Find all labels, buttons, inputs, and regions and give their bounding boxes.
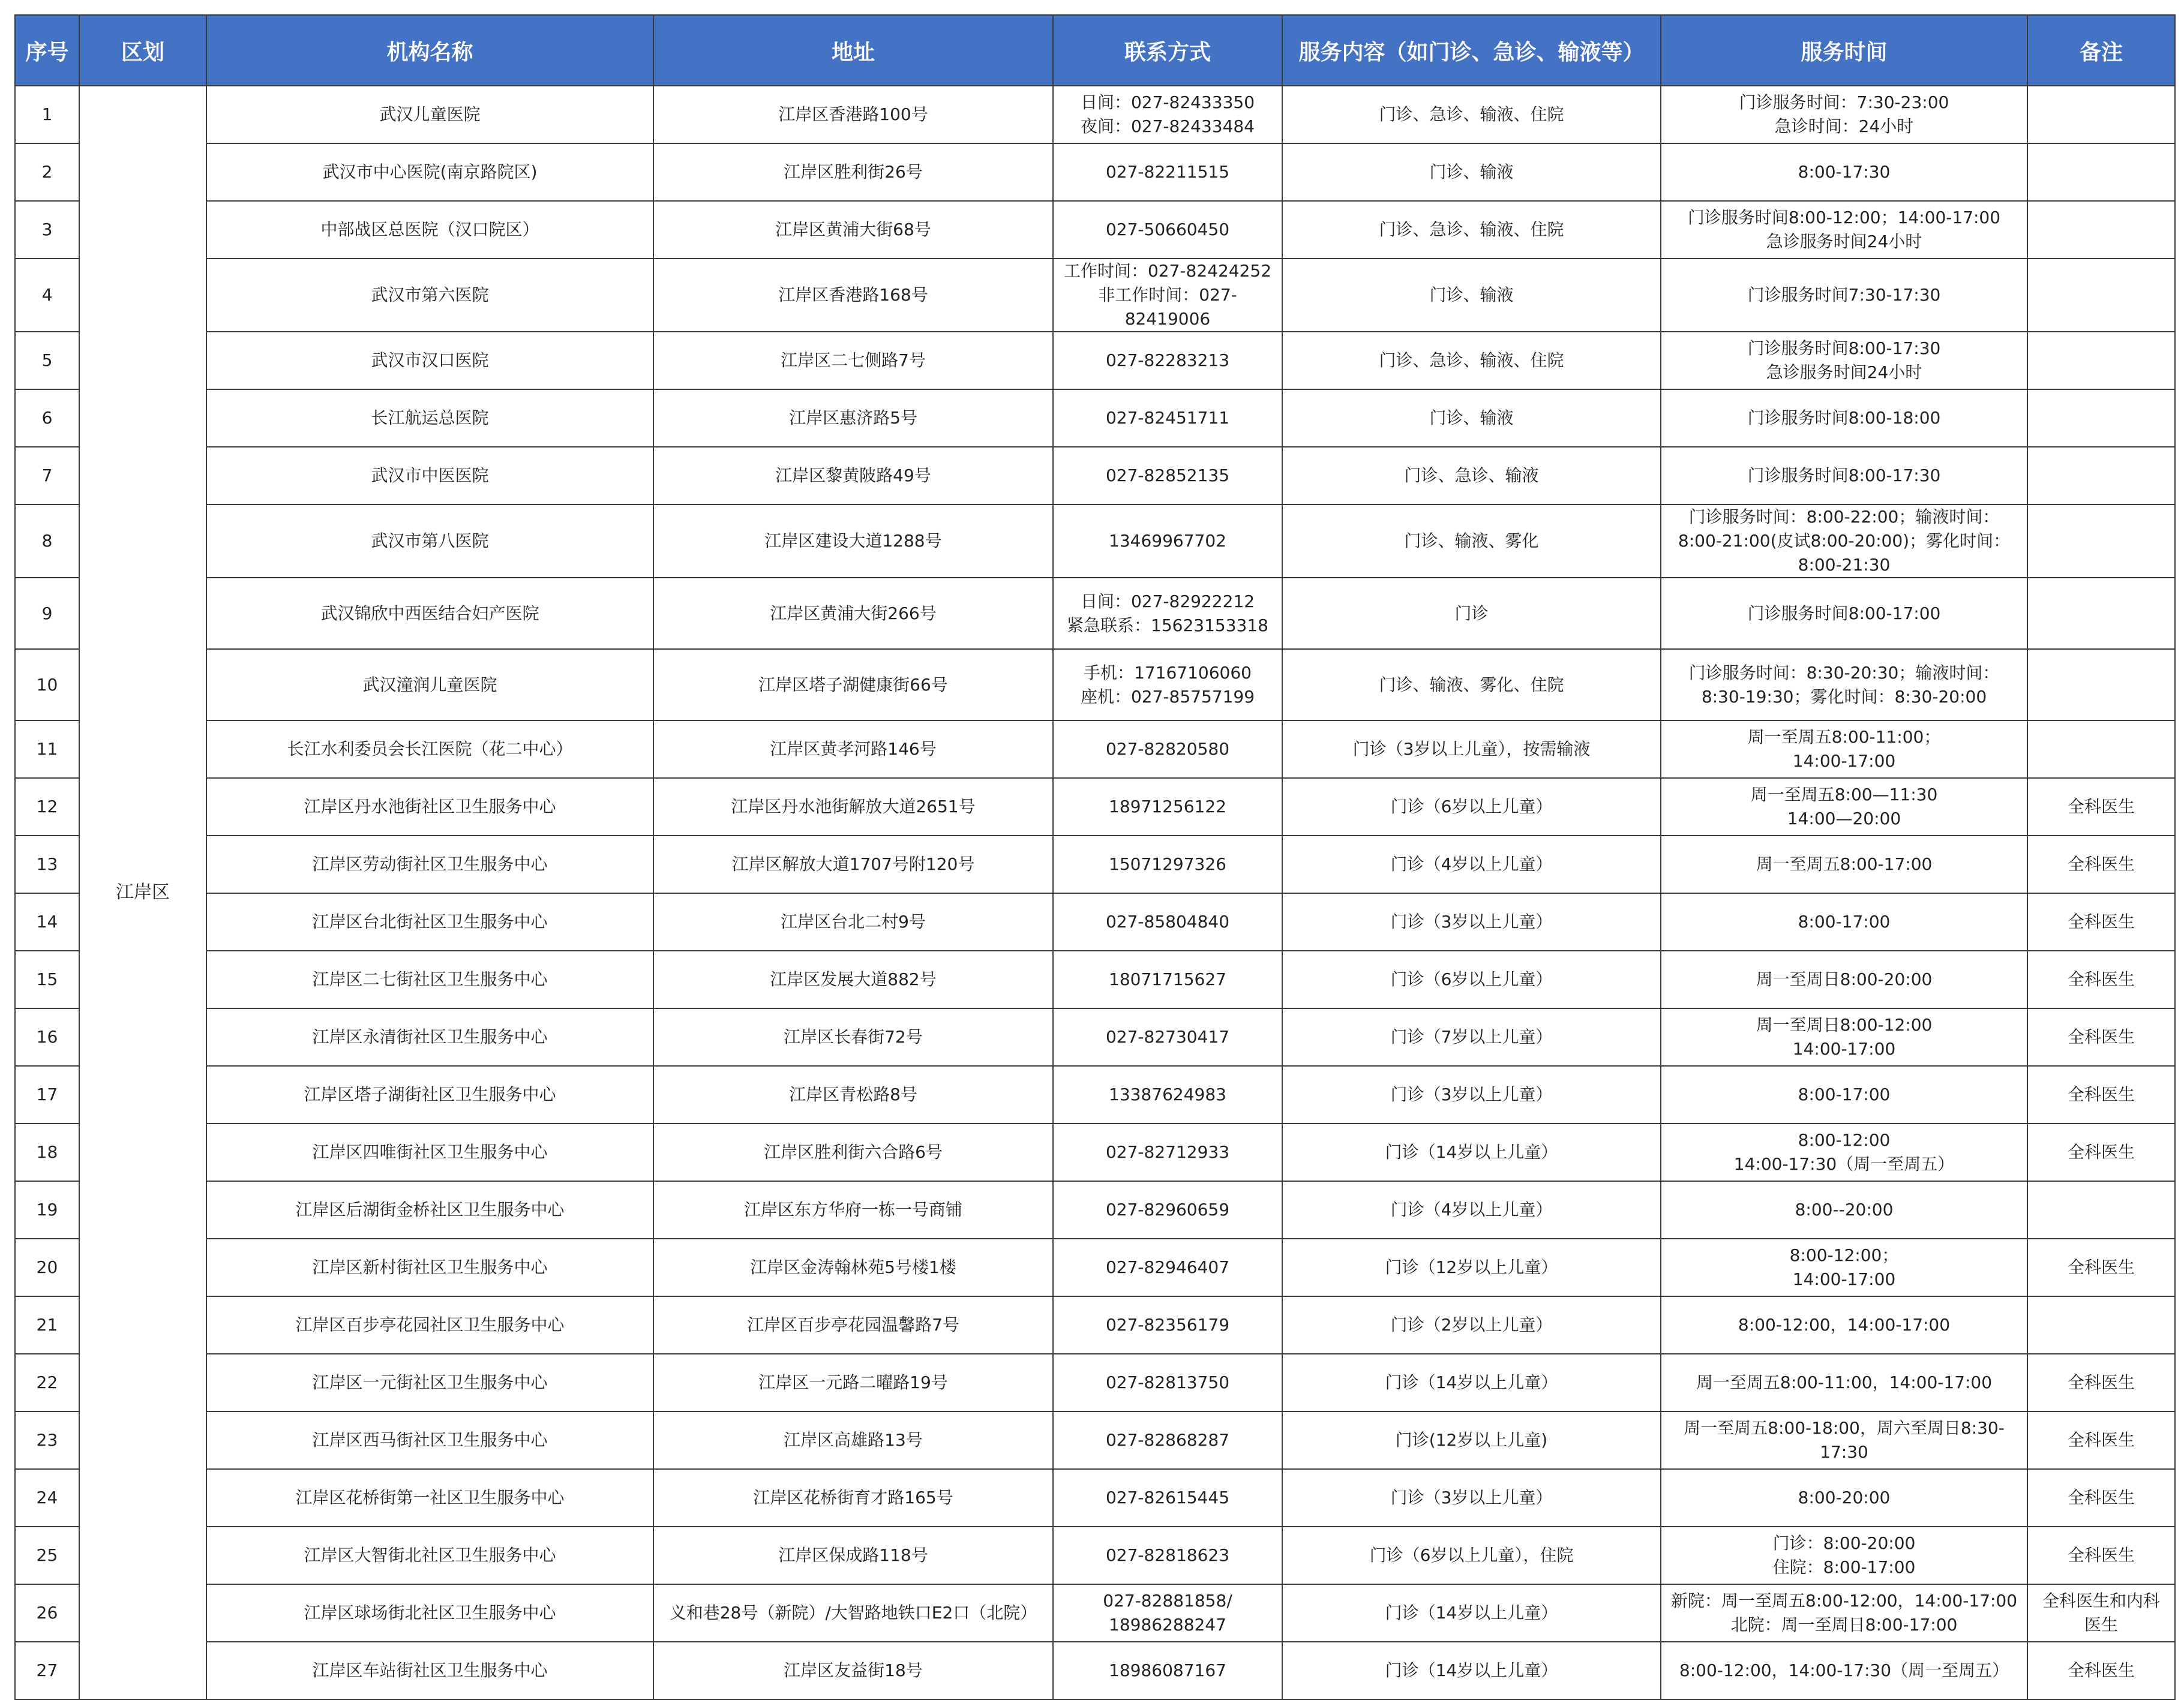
cell-note: [2027, 504, 2175, 578]
table-row: [15, 504, 2175, 578]
clinic-table-wrapper: [14, 14, 2174, 1700]
cell-no: 23: [15, 1411, 79, 1469]
cell-contact: 027-82960659: [1053, 1181, 1282, 1239]
cell-hours: 周一至周五8:00-17:00: [1661, 836, 2027, 893]
cell-service: 门诊、急诊、输液、住院: [1282, 332, 1661, 389]
table-row: [15, 1527, 2175, 1584]
cell-service: 门诊、输液: [1282, 389, 1661, 447]
table-row: [15, 1066, 2175, 1124]
cell-hours: 新院：周一至周五8:00-12:00，14:00-17:00 北院：周一至周日8:00-17:00: [1661, 1584, 2027, 1642]
cell-hours: 8:00--20:00: [1661, 1181, 2027, 1239]
cell-service: 门诊（14岁以上儿童）: [1282, 1124, 1661, 1181]
table-row: [15, 836, 2175, 893]
cell-contact: 日间：027-82922212 紧急联系：15623153318: [1053, 578, 1282, 649]
cell-name: 江岸区台北街社区卫生服务中心: [206, 893, 653, 951]
cell-address: 江岸区香港路100号: [653, 86, 1053, 143]
table-body: [15, 86, 2175, 1699]
cell-no: 6: [15, 389, 79, 447]
cell-note: [2027, 720, 2175, 778]
cell-service: 门诊（3岁以上儿童）: [1282, 1066, 1661, 1124]
cell-hours: 周一至周日8:00-20:00: [1661, 951, 2027, 1008]
column-header-note: 备注: [2027, 15, 2175, 86]
cell-no: 20: [15, 1239, 79, 1296]
cell-hours: 8:00-12:00 14:00-17:30（周一至周五）: [1661, 1124, 2027, 1181]
cell-address: 江岸区香港路168号: [653, 259, 1053, 332]
cell-hours: 门诊服务时间8:00-18:00: [1661, 389, 2027, 447]
cell-no: 18: [15, 1124, 79, 1181]
cell-hours: 周一至周五8:00-11:00； 14:00-17:00: [1661, 720, 2027, 778]
column-header-no: 序号: [15, 15, 79, 86]
table-row: [15, 649, 2175, 720]
cell-hours: 8:00-12:00； 14:00-17:00: [1661, 1239, 2027, 1296]
cell-address: 江岸区惠济路5号: [653, 389, 1053, 447]
table-row: [15, 1124, 2175, 1181]
table-row: [15, 143, 2175, 201]
cell-hours: 门诊服务时间：8:30-20:30；输液时间： 8:30-19:30；雾化时间：8:30-20:00: [1661, 649, 2027, 720]
cell-contact: 18986087167: [1053, 1642, 1282, 1699]
cell-address: 江岸区黎黄陂路49号: [653, 447, 1053, 504]
cell-no: 19: [15, 1181, 79, 1239]
table-row: [15, 201, 2175, 259]
cell-district: 江岸区: [79, 86, 206, 1699]
cell-note: [2027, 201, 2175, 259]
cell-service: 门诊、急诊、输液、住院: [1282, 86, 1661, 143]
cell-no: 2: [15, 143, 79, 201]
cell-name: 武汉潼润儿童医院: [206, 649, 653, 720]
cell-contact: 13387624983: [1053, 1066, 1282, 1124]
cell-no: 12: [15, 778, 79, 836]
cell-no: 8: [15, 504, 79, 578]
cell-note: 全科医生: [2027, 1008, 2175, 1066]
cell-address: 江岸区黄孝河路146号: [653, 720, 1053, 778]
cell-address: 江岸区胜利街26号: [653, 143, 1053, 201]
cell-address: 江岸区青松路8号: [653, 1066, 1053, 1124]
cell-hours: 8:00-12:00，14:00-17:00: [1661, 1296, 2027, 1354]
cell-name: 江岸区新村街社区卫生服务中心: [206, 1239, 653, 1296]
cell-name: 江岸区塔子湖街社区卫生服务中心: [206, 1066, 653, 1124]
cell-note: 全科医生: [2027, 1469, 2175, 1527]
cell-hours: 门诊服务时间8:00-17:30: [1661, 447, 2027, 504]
cell-name: 江岸区车站街社区卫生服务中心: [206, 1642, 653, 1699]
cell-no: 15: [15, 951, 79, 1008]
cell-contact: 13469967702: [1053, 504, 1282, 578]
cell-contact: 027-82356179: [1053, 1296, 1282, 1354]
cell-name: 江岸区一元街社区卫生服务中心: [206, 1354, 653, 1411]
cell-service: 门诊、输液、雾化、住院: [1282, 649, 1661, 720]
cell-contact: 027-82818623: [1053, 1527, 1282, 1584]
cell-contact: 027-82813750: [1053, 1354, 1282, 1411]
cell-hours: 周一至周五8:00-18:00，周六至周日8:30-17:30: [1661, 1411, 2027, 1469]
cell-address: 江岸区建设大道1288号: [653, 504, 1053, 578]
cell-service: 门诊（3岁以上儿童）: [1282, 1469, 1661, 1527]
cell-note: 全科医生: [2027, 951, 2175, 1008]
cell-note: [2027, 447, 2175, 504]
cell-no: 27: [15, 1642, 79, 1699]
cell-no: 22: [15, 1354, 79, 1411]
cell-contact: 027-82730417: [1053, 1008, 1282, 1066]
cell-address: 义和巷28号（新院）/大智路地铁口E2口（北院）: [653, 1584, 1053, 1642]
table-row: [15, 1469, 2175, 1527]
cell-hours: 8:00-12:00，14:00-17:30（周一至周五）: [1661, 1642, 2027, 1699]
cell-contact: 027-82615445: [1053, 1469, 1282, 1527]
cell-hours: 门诊服务时间：7:30-23:00 急诊时间：24小时: [1661, 86, 2027, 143]
cell-service: 门诊（4岁以上儿童）: [1282, 836, 1661, 893]
cell-note: [2027, 578, 2175, 649]
cell-service: 门诊、输液: [1282, 259, 1661, 332]
cell-note: [2027, 1181, 2175, 1239]
table-header-row: [15, 15, 2175, 86]
cell-contact: 15071297326: [1053, 836, 1282, 893]
column-header-district: 区划: [79, 15, 206, 86]
cell-contact: 日间：027-82433350 夜间：027-82433484: [1053, 86, 1282, 143]
cell-hours: 8:00-17:00: [1661, 893, 2027, 951]
table-row: [15, 1181, 2175, 1239]
cell-address: 江岸区台北二村9号: [653, 893, 1053, 951]
cell-no: 7: [15, 447, 79, 504]
cell-contact: 027-82820580: [1053, 720, 1282, 778]
cell-name: 江岸区二七街社区卫生服务中心: [206, 951, 653, 1008]
cell-note: 全科医生: [2027, 1239, 2175, 1296]
cell-service: 门诊（14岁以上儿童）: [1282, 1354, 1661, 1411]
cell-no: 11: [15, 720, 79, 778]
cell-service: 门诊、急诊、输液、住院: [1282, 201, 1661, 259]
cell-no: 10: [15, 649, 79, 720]
cell-name: 江岸区丹水池街社区卫生服务中心: [206, 778, 653, 836]
column-header-contact: 联系方式: [1053, 15, 1282, 86]
cell-service: 门诊、急诊、输液: [1282, 447, 1661, 504]
table-row: [15, 893, 2175, 951]
cell-name: 武汉市汉口医院: [206, 332, 653, 389]
cell-service: 门诊（14岁以上儿童）: [1282, 1642, 1661, 1699]
cell-note: 全科医生: [2027, 1642, 2175, 1699]
cell-address: 江岸区发展大道882号: [653, 951, 1053, 1008]
cell-contact: 18071715627: [1053, 951, 1282, 1008]
cell-address: 江岸区金涛翰林苑5号楼1楼: [653, 1239, 1053, 1296]
cell-no: 17: [15, 1066, 79, 1124]
cell-name: 武汉锦欣中西医结合妇产医院: [206, 578, 653, 649]
cell-address: 江岸区百步亭花园温馨路7号: [653, 1296, 1053, 1354]
cell-service: 门诊、输液: [1282, 143, 1661, 201]
cell-hours: 门诊服务时间8:00-17:00: [1661, 578, 2027, 649]
cell-note: 全科医生: [2027, 1527, 2175, 1584]
table-row: [15, 86, 2175, 143]
cell-contact: 027-82451711: [1053, 389, 1282, 447]
cell-no: 25: [15, 1527, 79, 1584]
cell-service: 门诊（4岁以上儿童）: [1282, 1181, 1661, 1239]
cell-note: 全科医生: [2027, 893, 2175, 951]
cell-note: 全科医生: [2027, 1124, 2175, 1181]
cell-address: 江岸区塔子湖健康街66号: [653, 649, 1053, 720]
cell-no: 13: [15, 836, 79, 893]
cell-name: 江岸区大智街北社区卫生服务中心: [206, 1527, 653, 1584]
cell-note: 全科医生: [2027, 836, 2175, 893]
cell-contact: 027-50660450: [1053, 201, 1282, 259]
cell-no: 4: [15, 259, 79, 332]
cell-contact: 027-82852135: [1053, 447, 1282, 504]
cell-note: 全科医生和内科 医生: [2027, 1584, 2175, 1642]
cell-note: [2027, 143, 2175, 201]
cell-no: 1: [15, 86, 79, 143]
cell-address: 江岸区长春街72号: [653, 1008, 1053, 1066]
cell-no: 21: [15, 1296, 79, 1354]
cell-no: 3: [15, 201, 79, 259]
cell-note: [2027, 649, 2175, 720]
table-row: [15, 951, 2175, 1008]
cell-no: 5: [15, 332, 79, 389]
cell-note: 全科医生: [2027, 1354, 2175, 1411]
cell-name: 武汉市中心医院(南京路院区): [206, 143, 653, 201]
cell-contact: 027-82712933: [1053, 1124, 1282, 1181]
cell-hours: 周一至周五8:00-11:00，14:00-17:00: [1661, 1354, 2027, 1411]
cell-service: 门诊（7岁以上儿童）: [1282, 1008, 1661, 1066]
table-row: [15, 578, 2175, 649]
cell-note: 全科医生: [2027, 778, 2175, 836]
column-header-service: 服务内容（如门诊、急诊、输液等）: [1282, 15, 1661, 86]
cell-address: 江岸区丹水池街解放大道2651号: [653, 778, 1053, 836]
cell-address: 江岸区保成路118号: [653, 1527, 1053, 1584]
cell-name: 武汉市第八医院: [206, 504, 653, 578]
cell-hours: 门诊服务时间7:30-17:30: [1661, 259, 2027, 332]
cell-hours: 8:00-17:00: [1661, 1066, 2027, 1124]
cell-name: 江岸区劳动街社区卫生服务中心: [206, 836, 653, 893]
table-row: [15, 1642, 2175, 1699]
cell-name: 武汉市中医医院: [206, 447, 653, 504]
cell-no: 16: [15, 1008, 79, 1066]
cell-hours: 周一至周五8:00—11:30 14:00—20:00: [1661, 778, 2027, 836]
cell-no: 9: [15, 578, 79, 649]
cell-address: 江岸区胜利街六合路6号: [653, 1124, 1053, 1181]
cell-service: 门诊(12岁以上儿童): [1282, 1411, 1661, 1469]
cell-hours: 门诊服务时间8:00-12:00；14:00-17:00 急诊服务时间24小时: [1661, 201, 2027, 259]
table-row: [15, 1354, 2175, 1411]
cell-address: 江岸区友益街18号: [653, 1642, 1053, 1699]
cell-hours: 门诊服务时间8:00-17:30 急诊服务时间24小时: [1661, 332, 2027, 389]
table-row: [15, 259, 2175, 332]
cell-name: 中部战区总医院（汉口院区）: [206, 201, 653, 259]
table-row: [15, 1584, 2175, 1642]
table-row: [15, 389, 2175, 447]
cell-name: 江岸区球场街北社区卫生服务中心: [206, 1584, 653, 1642]
cell-address: 江岸区二七侧路7号: [653, 332, 1053, 389]
cell-name: 江岸区永清街社区卫生服务中心: [206, 1008, 653, 1066]
cell-hours: 周一至周日8:00-12:00 14:00-17:00: [1661, 1008, 2027, 1066]
cell-no: 24: [15, 1469, 79, 1527]
cell-contact: 027-85804840: [1053, 893, 1282, 951]
cell-service: 门诊（3岁以上儿童）: [1282, 893, 1661, 951]
table-row: [15, 1296, 2175, 1354]
table-row: [15, 778, 2175, 836]
cell-note: [2027, 259, 2175, 332]
cell-contact: 工作时间：027-82424252 非工作时间：027-82419006: [1053, 259, 1282, 332]
cell-note: 全科医生: [2027, 1411, 2175, 1469]
cell-address: 江岸区高雄路13号: [653, 1411, 1053, 1469]
cell-service: 门诊（2岁以上儿童）: [1282, 1296, 1661, 1354]
cell-name: 江岸区后湖街金桥社区卫生服务中心: [206, 1181, 653, 1239]
cell-service: 门诊（14岁以上儿童）: [1282, 1584, 1661, 1642]
cell-name: 武汉市第六医院: [206, 259, 653, 332]
cell-service: 门诊（6岁以上儿童），住院: [1282, 1527, 1661, 1584]
cell-contact: 027-82881858/ 18986288247: [1053, 1584, 1282, 1642]
table-row: [15, 720, 2175, 778]
cell-hours: 8:00-20:00: [1661, 1469, 2027, 1527]
cell-no: 14: [15, 893, 79, 951]
cell-service: 门诊（6岁以上儿童）: [1282, 951, 1661, 1008]
cell-contact: 手机：17167106060 座机：027-85757199: [1053, 649, 1282, 720]
cell-address: 江岸区黄浦大街68号: [653, 201, 1053, 259]
cell-note: [2027, 1296, 2175, 1354]
cell-contact: 18971256122: [1053, 778, 1282, 836]
table-row: [15, 1411, 2175, 1469]
cell-contact: 027-82946407: [1053, 1239, 1282, 1296]
cell-note: [2027, 332, 2175, 389]
column-header-hours: 服务时间: [1661, 15, 2027, 86]
cell-note: [2027, 389, 2175, 447]
cell-address: 江岸区一元路二曜路19号: [653, 1354, 1053, 1411]
table-row: [15, 1008, 2175, 1066]
cell-address: 江岸区东方华府一栋一号商铺: [653, 1181, 1053, 1239]
cell-note: 全科医生: [2027, 1066, 2175, 1124]
cell-address: 江岸区花桥街育才路165号: [653, 1469, 1053, 1527]
cell-name: 江岸区花桥街第一社区卫生服务中心: [206, 1469, 653, 1527]
clinic-table: [14, 14, 2176, 1700]
cell-name: 江岸区百步亭花园社区卫生服务中心: [206, 1296, 653, 1354]
cell-hours: 门诊：8:00-20:00 住院：8:00-17:00: [1661, 1527, 2027, 1584]
cell-address: 江岸区解放大道1707号附120号: [653, 836, 1053, 893]
cell-contact: 027-82868287: [1053, 1411, 1282, 1469]
cell-contact: 027-82283213: [1053, 332, 1282, 389]
cell-service: 门诊、输液、雾化: [1282, 504, 1661, 578]
column-header-name: 机构名称: [206, 15, 653, 86]
cell-address: 江岸区黄浦大街266号: [653, 578, 1053, 649]
cell-name: 武汉儿童医院: [206, 86, 653, 143]
cell-service: 门诊（12岁以上儿童）: [1282, 1239, 1661, 1296]
table-row: [15, 332, 2175, 389]
table-row: [15, 1239, 2175, 1296]
table-row: [15, 447, 2175, 504]
column-header-address: 地址: [653, 15, 1053, 86]
cell-note: [2027, 86, 2175, 143]
cell-name: 江岸区西马街社区卫生服务中心: [206, 1411, 653, 1469]
cell-service: 门诊（6岁以上儿童）: [1282, 778, 1661, 836]
cell-service: 门诊（3岁以上儿童），按需输液: [1282, 720, 1661, 778]
cell-service: 门诊: [1282, 578, 1661, 649]
cell-hours: 8:00-17:30: [1661, 143, 2027, 201]
cell-no: 26: [15, 1584, 79, 1642]
cell-name: 长江航运总医院: [206, 389, 653, 447]
cell-name: 长江水利委员会长江医院（花二中心）: [206, 720, 653, 778]
cell-contact: 027-82211515: [1053, 143, 1282, 201]
cell-hours: 门诊服务时间：8:00-22:00；输液时间： 8:00-21:00(皮试8:00-20:00)；雾化时间： 8:00-21:30: [1661, 504, 2027, 578]
cell-name: 江岸区四唯街社区卫生服务中心: [206, 1124, 653, 1181]
